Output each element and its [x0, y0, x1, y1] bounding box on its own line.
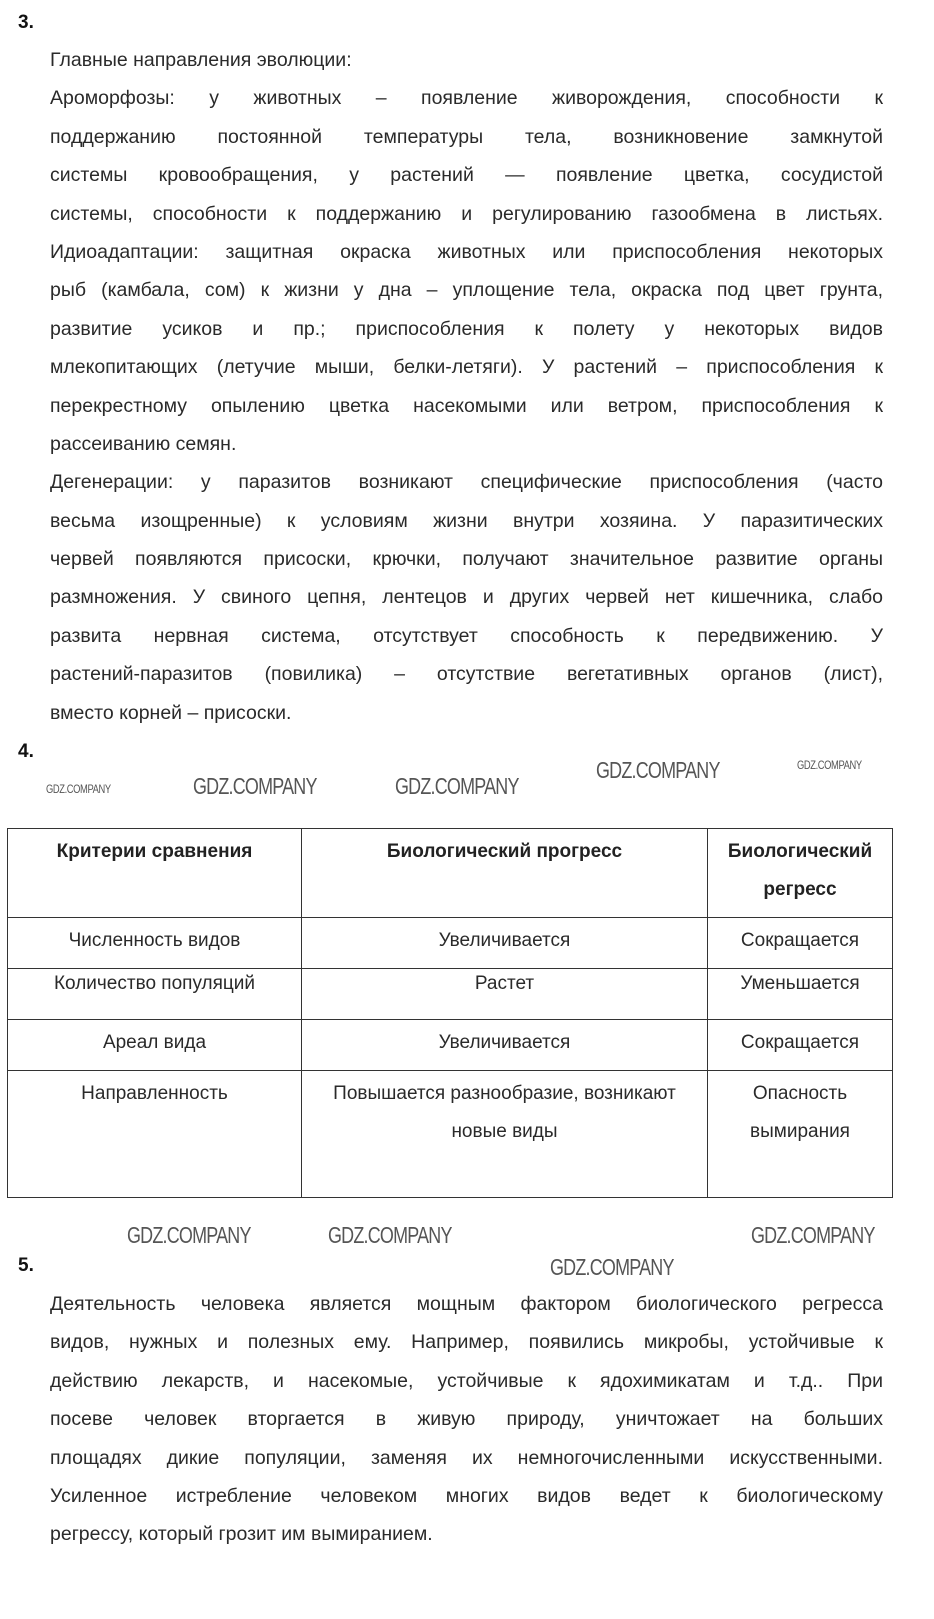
table-row: [8, 1071, 893, 1198]
table-cell: Растет: [302, 969, 708, 1020]
watermark: GDZ.COMPANY: [193, 773, 317, 799]
section-3-text: [50, 41, 883, 732]
table-cell: Увеличивается: [302, 918, 708, 969]
table-row: [8, 1020, 893, 1071]
table-cell: Уменьшается: [708, 969, 893, 1020]
watermark: GDZ.COMPANY: [328, 1222, 452, 1248]
text-line: посеве человек вторгается в живую природу, уничтожает на больших: [50, 1408, 883, 1431]
text-line: млекопитающих (летучие мыши, белки-летяги). У растений – приспособления к: [50, 356, 883, 379]
text-line: перекрестному опылению цветка насекомыми или ветром, приспособления к: [50, 394, 883, 417]
watermark: GDZ.COMPANY: [46, 782, 111, 796]
table-header: Биологический регресс: [708, 829, 893, 918]
table-cell: Повышается разнообразие, возникают новые виды: [302, 1071, 708, 1198]
watermark: GDZ.COMPANY: [127, 1222, 251, 1248]
text-line: червей появляются присоски, крючки, получают значительное развитие органы: [50, 548, 883, 571]
text-line: Усиленное истребление человеком многих видов ведет к биологическому: [50, 1484, 883, 1507]
text-line: системы, способности к поддержанию и регулированию газообмена в листьях.: [50, 202, 883, 225]
text-line: развита нервная система, отсутствует способность к передвижению. У: [50, 624, 883, 647]
comparison-table: [7, 828, 893, 1198]
table-cell: Ареал вида: [8, 1020, 302, 1071]
text-line: Главные направления эволюции:: [50, 49, 352, 71]
table-cell: Численность видов: [8, 918, 302, 969]
text-line: поддержанию постоянной температуры тела, возникновение замкнутой: [50, 125, 883, 148]
section-5-text: [50, 1285, 883, 1554]
text-line: Дегенерации: у паразитов возникают специфические приспособления (часто: [50, 471, 883, 494]
text-line: весьма изощренные) к условиям жизни внутри хозяина. У паразитических: [50, 509, 883, 532]
watermark: GDZ.COMPANY: [395, 773, 519, 799]
table-row: [8, 969, 893, 1020]
table-header: Критерии сравнения: [8, 829, 302, 918]
table-row: [8, 918, 893, 969]
watermark: GDZ.COMPANY: [751, 1222, 875, 1248]
text-line: рыб (камбала, сом) к жизни у дна – уплощение тела, окраска под цвет грунта,: [50, 279, 883, 302]
section-4-number: 4.: [18, 741, 34, 762]
text-line: системы кровообращения, у растений — появление цветка, сосудистой: [50, 164, 883, 187]
table-cell: Количество популяций: [8, 969, 302, 1020]
section-3-number: 3.: [18, 12, 34, 33]
section-5-number: 5.: [18, 1255, 34, 1276]
text-line: видов, нужных и полезных ему. Например, появились микробы, устойчивые к: [50, 1331, 883, 1354]
table-header-row: [8, 829, 893, 918]
text-line: вместо корней – присоски.: [50, 701, 292, 724]
text-line: рассеиванию семян.: [50, 432, 237, 455]
table-cell: Увеличивается: [302, 1020, 708, 1071]
watermark: GDZ.COMPANY: [550, 1254, 674, 1280]
table-cell: Сокращается: [708, 918, 893, 969]
watermark: GDZ.COMPANY: [797, 758, 862, 772]
table-cell: Опасность вымирания: [708, 1071, 893, 1198]
table-header: Биологический прогресс: [302, 829, 708, 918]
table-cell: Сокращается: [708, 1020, 893, 1071]
watermark: GDZ.COMPANY: [596, 757, 720, 783]
text-line: действию лекарств, и насекомые, устойчивые к ядохимикатам и т.д.. При: [50, 1369, 883, 1392]
text-line: площадях дикие популяции, заменяя их немногочисленными искусственными.: [50, 1446, 883, 1469]
text-line: растений-паразитов (повилика) – отсутствие вегетативных органов (лист),: [50, 663, 883, 686]
text-line: Ароморфозы: у животных – появление живорождения, способности к: [50, 87, 883, 110]
text-line: Идиоадаптации: защитная окраска животных или приспособления некоторых: [50, 240, 883, 263]
text-line: Деятельность человека является мощным фактором биологического регресса: [50, 1293, 883, 1315]
text-line: регрессу, который грозит им вымиранием.: [50, 1523, 433, 1546]
text-line: развитие усиков и пр.; приспособления к полету у некоторых видов: [50, 317, 883, 340]
text-line: размножения. У свиного цепня, лентецов и других червей нет кишечника, слабо: [50, 586, 883, 609]
table-cell: Направленность: [8, 1071, 302, 1198]
